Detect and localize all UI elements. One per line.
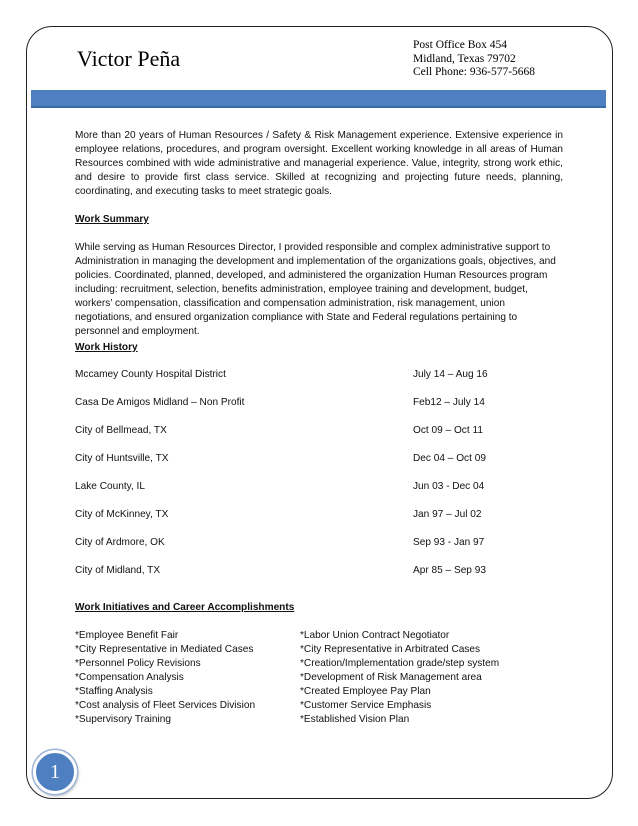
list-item: *Created Employee Pay Plan [300,686,431,697]
list-item: *Customer Service Emphasis [300,700,432,711]
employer: Casa De Amigos Midland – Non Profit [75,397,245,408]
employment-dates: Dec 04 – Oct 09 [413,453,486,464]
list-item: *Compensation Analysis [75,672,184,683]
employer: City of Bellmead, TX [75,425,167,436]
list-item [75,564,563,592]
work-history-heading: Work History [75,342,138,353]
employer: Mccamey County Hospital District [75,369,226,380]
header-accent-band [31,90,606,108]
list-item [75,452,563,480]
employment-dates: Oct 09 – Oct 11 [413,425,483,436]
list-item: *Employee Benefit Fair [75,630,179,641]
list-item [75,480,563,508]
list-item [75,536,563,564]
page-number-badge: 1 [33,750,77,794]
accomplishments-list [75,629,563,727]
address-line-2: Midland, Texas 79702 [413,52,516,65]
list-item [75,424,563,452]
accomplishments-heading: Work Initiatives and Career Accomplishments [75,602,295,613]
employer: City of Ardmore, OK [75,537,165,548]
employer: Lake County, IL [75,481,145,492]
employment-dates: Sep 93 - Jan 97 [413,537,485,548]
list-item: *Established Vision Plan [300,714,410,725]
employer: City of Midland, TX [75,565,161,576]
employment-dates: Apr 85 – Sep 93 [413,565,486,576]
accomplishments-left-column [75,629,300,727]
resume-body [75,129,563,727]
work-summary-paragraph: While serving as Human Resources Director, I provided responsible and complex administrative support to Administration in managing the development and implementation of the organizations goals, objectives, and policies. Coordinated, planned, developed, and administered the organization Human Resources program including: recruitment, selection, benefits administration, employee training and development, budget, workers’ compensation, classification and compensation administration, risk management, union negotiations, and ensured organization compliance with State and Federal regulations pertaining to personnel and employment. [75,242,556,337]
contact-block [413,39,535,80]
list-item: *Development of Risk Management area [300,672,482,683]
address-line-1: Post Office Box 454 [413,39,508,51]
employment-dates: Jun 03 - Dec 04 [413,481,485,492]
list-item: *Supervisory Training [75,714,171,725]
employment-dates: Feb12 – July 14 [413,397,485,408]
candidate-name: Victor Peña [77,46,181,71]
list-item: *City Representative in Mediated Cases [75,644,254,655]
list-item: *Creation/Implementation grade/step system [300,658,500,669]
intro-paragraph: More than 20 years of Human Resources / Safety & Risk Management experience. Extensive experience in employee relations, procedures, and program oversight. Excellent working knowledge in all areas of Human Resources combined with wide administrative and managerial experience. Value, integrity, strong work ethic, and desire to provide first class service. Skilled at recognizing and projecting future needs, planning, coordinating, and executing tasks to meet strategic goals. [75,130,563,197]
list-item: *City Representative in Arbitrated Cases [300,644,481,655]
list-item: *Personnel Policy Revisions [75,658,201,669]
list-item [75,396,563,424]
phone-number: Cell Phone: 936-577-5668 [413,66,536,78]
employment-dates: Jan 97 – Jul 02 [413,509,482,520]
list-item [75,368,563,396]
work-summary-heading: Work Summary [75,214,149,225]
employer: City of McKinney, TX [75,509,169,520]
employment-dates: July 14 – Aug 16 [413,369,488,380]
list-item [75,508,563,536]
employer: City of Huntsville, TX [75,453,169,464]
list-item: *Staffing Analysis [75,686,153,697]
accomplishments-right-column [300,629,499,727]
list-item: *Labor Union Contract Negotiator [300,630,450,641]
work-history-list [75,368,563,592]
list-item: *Cost analysis of Fleet Services Division [75,700,256,711]
